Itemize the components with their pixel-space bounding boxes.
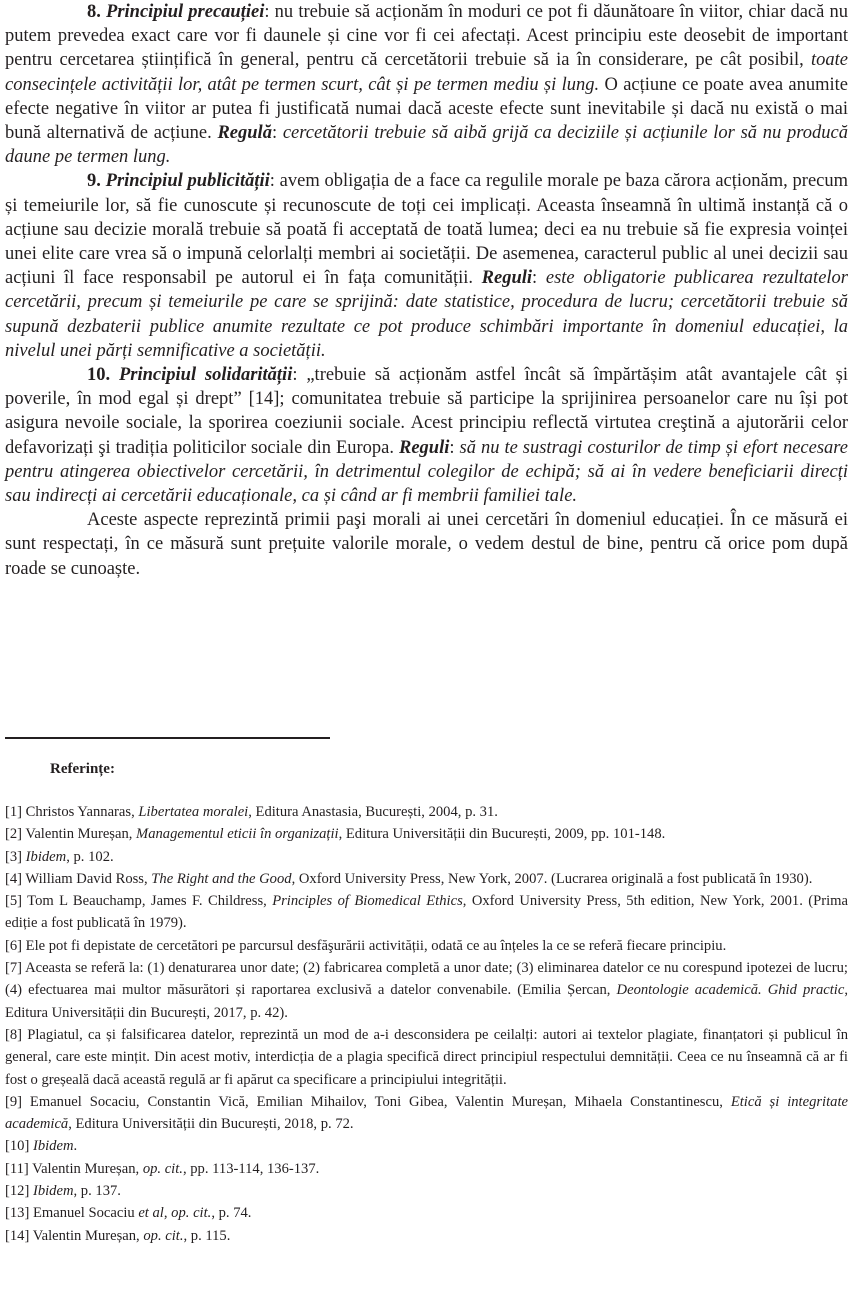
text-run: [7] Aceasta se referă la: (1) denaturarea unor date; (2) fabricarea completă a unor date; (3) eliminarea datelor ce nu corespund ipotezei de lucru; (4) efectuarea mai multor măsurători și raportarea exclusivă a datelor convenabile. (Emilia Șercan, bbox=[5, 960, 848, 999]
italic-text: Deontologie academică. Ghid practic bbox=[616, 982, 845, 999]
italic-text: Ibidem bbox=[32, 1183, 74, 1200]
reference-item bbox=[5, 935, 848, 957]
reference-item bbox=[5, 890, 848, 935]
italic-text: toate consecințele activității lor, atât pe termen scurt, cât și pe termen mediu și lung. bbox=[5, 50, 848, 95]
italic-text: Ibidem bbox=[32, 1138, 74, 1155]
text-run: [14] Valentin Mureșan, bbox=[5, 1227, 144, 1244]
reference-item bbox=[5, 823, 848, 845]
reference-item bbox=[5, 1135, 848, 1157]
footnote-separator bbox=[5, 737, 330, 739]
reference-item bbox=[5, 1158, 848, 1180]
references-list bbox=[5, 801, 848, 1247]
italic-text: cercetătorii trebuie să aibă grijă ca deciziile și acțiunile lor să nu producă daune pe termen lung. bbox=[5, 123, 849, 168]
references-heading: Referințe: bbox=[50, 761, 115, 777]
text-run: : avem obligația de a face ca regulile morale pe baza cărora acționăm, precum și temeiurile lor, să fie cunoscute și recunoscute de toți cei implicați. Aceasta înseamnă în ultimă instanță că o acțiune sau decizie morală trebuie să poată fi acceptată de toată lumea; deci ea nu trebuie să fie expresia voinței unei elite care vrea să o impună celorlalți membri ai societății. De asemenea, caracterul public al unei decizii sau acțiuni îl face responsabil pe autorul ei în fața comunității. bbox=[5, 171, 849, 289]
paragraph bbox=[5, 508, 848, 581]
text-run: Aceste aspecte reprezintă primii paşi morali ai unei cercetări în domeniul educației. În ce măsură ei sunt respectați, în ce măsură sunt prețuite valorile morale, o vedem destul de bine, pentru că orice pom după roade se cunoaște. bbox=[5, 510, 848, 579]
document-page bbox=[5, 0, 848, 581]
text-run: [1] Christos Yannaras, bbox=[5, 804, 139, 820]
text-run: [2] Valentin Mureșan, bbox=[5, 826, 137, 843]
bold-text: 10. bbox=[87, 365, 119, 386]
text-run: [8] Plagiatul, ca și falsificarea datelor, reprezintă un mod de a-i desconsidera pe ceilalți: autori ai textelor plagiate, finanțatori și publicul în general, care este mințit. Din acest motiv, interdicția de a plagia specifică direct principiul respectului demnității. Ceea ce nu înseamnă că ar fi fost o greșeală dacă această regulă ar fi apărut ca specificare a principiului integrității. bbox=[5, 1026, 848, 1088]
text-run: [4] William David Ross, bbox=[5, 870, 152, 887]
emphasis-heading: Reguli bbox=[399, 437, 450, 458]
reference-item bbox=[5, 1091, 848, 1136]
reference-item bbox=[5, 846, 848, 868]
text-run: : nu trebuie să acționăm în moduri ce pot fi dăunătoare în viitor, chiar dacă nu putem prevedea exact care vor fi daunele și cine vor fi cei afectați. Acest principiu este deosebit de important pentru cercetarea științifică în general, pentru că cercetătorii trebuie să ia în considerare, pe cât posibil, bbox=[5, 2, 849, 71]
reference-item bbox=[5, 868, 848, 890]
text-run: , Editura Universității din București, 2017, p. 42). bbox=[5, 982, 848, 1021]
reference-item bbox=[5, 1202, 848, 1224]
emphasis-heading: Principiul publicității bbox=[105, 171, 270, 192]
text-run: [6] Ele pot fi depistate de cercetători pe parcursul desfăşurării activității, odată ce au înțeles la ce se referă fiecare principiu. bbox=[5, 937, 727, 954]
bold-text: 9. bbox=[87, 171, 106, 192]
text-run: , pp. 113-114, 136-137. bbox=[182, 1160, 320, 1177]
paragraph bbox=[5, 363, 848, 508]
italic-text: op. cit. bbox=[142, 1160, 183, 1177]
emphasis-heading: Reguli bbox=[481, 268, 533, 289]
text-run: , Editura Universității din București, 2018, p. 72. bbox=[68, 1116, 354, 1133]
italic-text: et al bbox=[138, 1205, 164, 1222]
text-run: : bbox=[449, 437, 460, 458]
text-run: O acțiune ce poate avea anumite efecte negative în viitor ar putea fi justificată numai dacă aceste efecte sunt inevitabile și dacă nu există o mai bună alternativă de acțiune. bbox=[5, 74, 849, 144]
paragraph bbox=[5, 169, 848, 363]
body-text bbox=[5, 0, 848, 581]
italic-text: Libertatea moralei bbox=[138, 804, 249, 820]
italic-text: Etică și integritate academică bbox=[5, 1093, 848, 1133]
text-run: [10] bbox=[5, 1138, 33, 1155]
text-run: , Editura Universității din București, 2009, pp. 101-148. bbox=[338, 826, 666, 843]
text-run: , Oxford University Press, New York, 2007. (Lucrarea originală a fost publicată în 1930). bbox=[291, 870, 813, 887]
text-run: : bbox=[532, 268, 546, 289]
text-run: [11] Valentin Mureșan, bbox=[5, 1160, 143, 1177]
text-run: , Oxford University Press, 5th edition, New York, 2001. (Prima ediție a fost publicată în 1979). bbox=[5, 893, 848, 932]
text-run: . bbox=[73, 1138, 78, 1155]
text-run: [12] bbox=[5, 1183, 33, 1200]
emphasis-heading: Principiul precauției bbox=[106, 2, 265, 22]
text-run: [13] Emanuel Socaciu bbox=[5, 1205, 139, 1222]
text-run: [9] Emanuel Socaciu, Constantin Vică, Emilian Mihailov, Toni Gibea, Valentin Mureșan, Mihaela Constantinescu, bbox=[5, 1093, 731, 1110]
text-run: , Editura Anastasia, București, 2004, p. 31. bbox=[248, 804, 498, 820]
text-run: , p. 137. bbox=[73, 1183, 121, 1200]
text-run: [5] Tom L Beauchamp, James F. Childress, bbox=[5, 893, 273, 910]
reference-item bbox=[5, 801, 848, 823]
reference-item bbox=[5, 957, 848, 1024]
bold-text: 8. bbox=[87, 2, 107, 22]
emphasis-heading: Principiul solidarității bbox=[119, 365, 293, 386]
italic-text: The Right and the Good bbox=[151, 870, 292, 887]
italic-text: este obligatorie publicarea rezultatelor cercetării, precum și temeiurile pe care se sprijină: date statistice, procedura de lucru; cercetătorii trebuie să supună dezbaterii publice anumite rezultate ce pot produce schimbări importante în domeniul educației, la nivelul unei părți semnificative a societății. bbox=[5, 268, 848, 361]
text-run: , p. 74. bbox=[211, 1205, 252, 1222]
text-run: : bbox=[271, 123, 283, 144]
reference-item bbox=[5, 1180, 848, 1202]
italic-text: op. cit. bbox=[143, 1227, 184, 1244]
paragraph bbox=[5, 0, 848, 169]
reference-item bbox=[5, 1225, 848, 1247]
emphasis-heading: Regulă bbox=[217, 123, 272, 144]
italic-text: Ibidem bbox=[25, 848, 67, 865]
italic-text: Managementul eticii în organizații bbox=[136, 826, 339, 843]
italic-text: op. cit. bbox=[171, 1205, 212, 1222]
text-run: , p. 115. bbox=[183, 1227, 231, 1244]
text-run: [3] bbox=[5, 848, 26, 865]
text-run: : „trebuie să acționăm astfel încât să împărtășim atât avantajele cât și poverile, în mod egal și drept” [14]; comunitatea trebuie să participe la sprijinirea persoanelor care nu își pot asigura nevoile sociale, la sporirea coeziunii sociale. Acest principiu reflectă virtutea creştină a ajutorării celor defavorizați şi tradiția politicilor sociale din Europa. bbox=[5, 365, 849, 458]
italic-text: să nu te sustragi costurilor de timp și efort necesare pentru atingerea obiectivelor cercetării, în detrimentul colegilor de echipă; să ai în vedere beneficiarii direcți sau indirecți ai cercetării educaționale, ca și când ar fi membrii familiei tale. bbox=[5, 437, 848, 507]
text-run: , p. 102. bbox=[66, 848, 114, 865]
italic-text: Principles of Biomedical Ethics bbox=[272, 893, 463, 910]
text-run: , bbox=[163, 1205, 172, 1222]
reference-item bbox=[5, 1024, 848, 1091]
